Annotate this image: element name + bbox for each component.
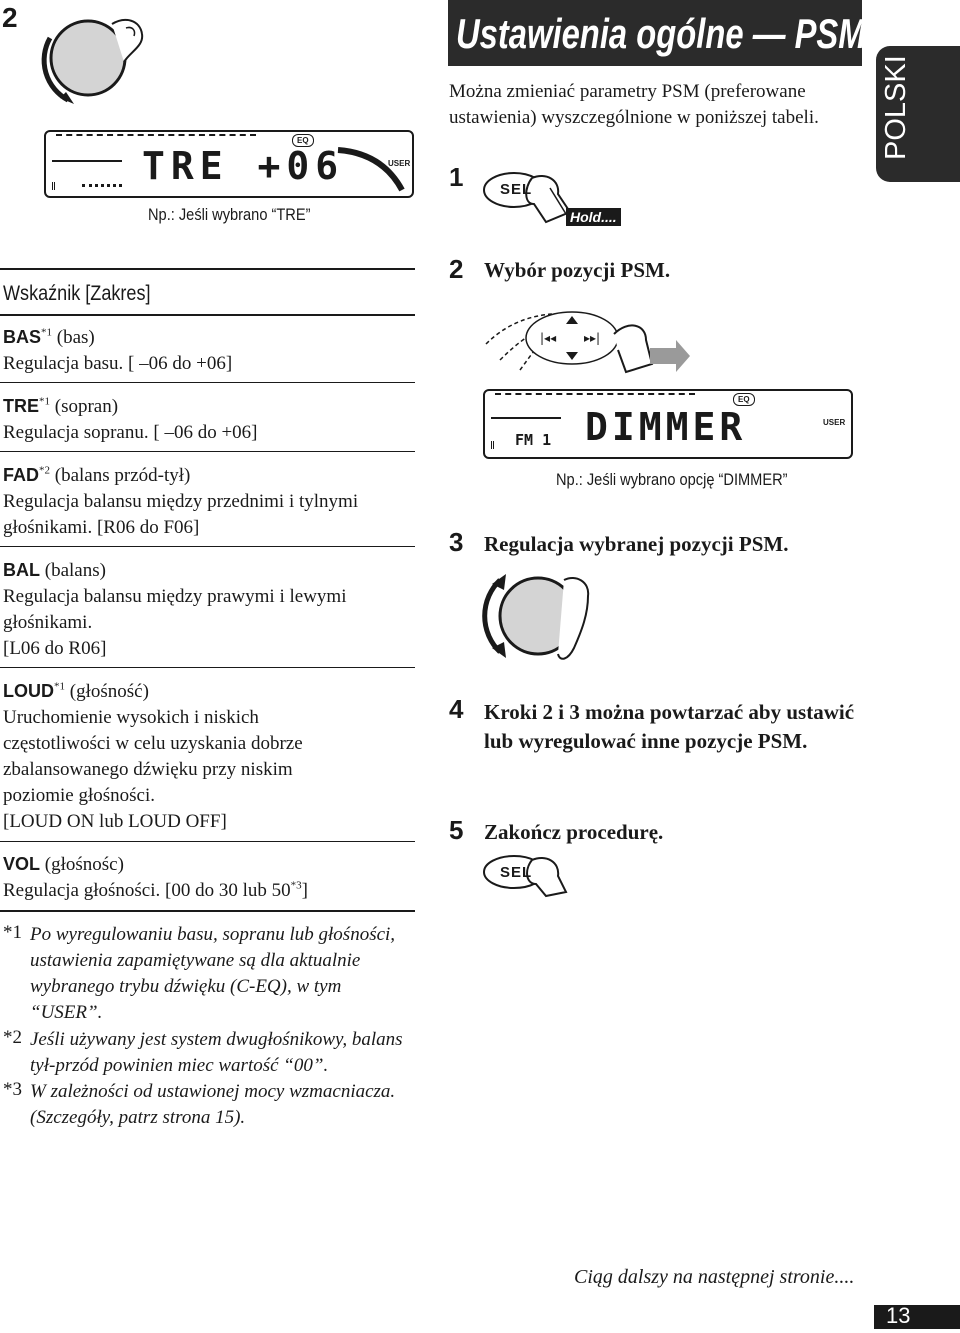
bal-description: Regulacja balansu między prawymi i lewymi głośnikami. (3, 586, 347, 633)
section-step-label: 2 (2, 2, 18, 33)
tre-description: Regulacja sopranu. [ –06 do +06] (3, 422, 258, 443)
step-1-number: 1 (449, 162, 464, 192)
row-divider (0, 667, 415, 668)
lcd-source: FM 1 (515, 431, 552, 449)
page-title: Ustawienia ogólne — PSM (456, 10, 866, 57)
table-row-bal: BAL (balans) Regulacja balansu między prawymi i lewymi głośnikami. [L06 do R06] (3, 560, 347, 659)
seek-buttons-illustration (480, 300, 700, 380)
bas-description: Regulacja basu. [ –06 do +06] (3, 353, 233, 374)
step-4-text: Kroki 2 i 3 można powtarzać aby ustawić lub wyregulować inne pozycje PSM. (484, 700, 855, 753)
row-divider (0, 451, 415, 452)
step-2-text: Wybór pozycji PSM. (484, 258, 671, 282)
caption-dimmer-example: Np.: Jeśli wybrano opcję “DIMMER” (556, 470, 788, 489)
lcd-readout: DIMMER (585, 405, 747, 449)
hold-label: Hold.... (566, 208, 621, 226)
step-4-number: 4 (449, 694, 464, 724)
eq-badge: EQ (733, 393, 755, 406)
keyword-loud: LOUD (3, 681, 54, 701)
fad-description: Regulacja balansu między przednimi i tylnymi głośnikami. [R06 do F06] (3, 491, 359, 538)
keyword-vol: VOL (3, 854, 41, 874)
lcd-display-dimmer (483, 389, 853, 459)
table-bottom-rule (0, 910, 415, 912)
caption-tre-example: Np.: Jeśli wybrano “TRE” (148, 205, 311, 224)
bal-range: [L06 do R06] (3, 638, 107, 659)
step-3-text: Regulacja wybranej pozycji PSM. (484, 532, 789, 556)
step-3-number: 3 (449, 527, 464, 557)
table-header-rule (0, 314, 415, 316)
table-row-fad: FAD$^{*2}$ (balans przód-tył) Regulacja balansu między przednimi i tylnymi głośnikami. [R06 do F06] (3, 464, 359, 538)
svg-text:▸▸|: ▸▸| (584, 331, 601, 345)
intro-text: Można zmieniać parametry PSM (preferowane ustawienia) wyszczególnione w poniższej tabeli. (449, 81, 819, 128)
lcd-readout: TRE +06 (142, 144, 345, 188)
sel-button-illustration (480, 848, 590, 898)
lcd-display-tre (44, 130, 414, 198)
control-knob-illustration (30, 8, 160, 118)
table-row-tre: TRE$^{*1}$ (sopran) Regulacja sopranu. [ –06 do +06] (3, 395, 258, 443)
sel-button-label: SEL (500, 181, 533, 198)
table-top-rule (0, 268, 415, 270)
footnote-3-mark: *3 (3, 1079, 22, 1100)
footnote-3-text: W zależności od ustawionej mocy wzmacniacza. (Szczegóły, patrz strona 15). (30, 1081, 396, 1128)
row-divider (0, 382, 415, 383)
row-divider (0, 546, 415, 547)
table-row-loud: LOUD$^{*1}$ (głośność) Uruchomienie wysokich i niskich częstotliwości w celu uzyskania dobrze zbalansowanego dźwięku przy niskim poziomie głośności. [LOUD ON lub LOUD OFF] (3, 678, 413, 835)
vol-description: Regulacja głośności. [00 do 30 lub 50 (3, 880, 291, 901)
keyword-tre: TRE (3, 396, 39, 416)
footnote-1-text: Po wyregulowaniu basu, sopranu lub głośności, ustawienia zapamiętywane są dla aktualnie wybranego trybu dźwięku (C-EQ), w tym “USER”. (30, 924, 396, 1023)
step-5-text: Zakończ procedurę. (484, 820, 664, 844)
table-row-bas: BAS$^{*1}$ (bas) Regulacja basu. [ –06 do +06] (3, 326, 233, 374)
loud-description: Uruchomienie wysokich i niskich częstotliwości w celu uzyskania dobrze zbalansowanego dźwięku przy niskim poziomie głośności. (3, 707, 303, 806)
loud-range: [LOUD ON lub LOUD OFF] (3, 811, 227, 832)
user-badge: USER (388, 159, 411, 168)
footnote-2-mark: *2 (3, 1027, 22, 1048)
continued-note: Ciąg dalszy na następnej stronie.... (574, 1266, 855, 1288)
row-divider (0, 841, 415, 842)
table-row-vol: VOL (głośnośc) Regulacja głośności. [00 do 30 lub 50$^{*3}$] (3, 854, 308, 901)
user-badge: USER (823, 418, 846, 427)
sel-button-label: SEL (500, 864, 533, 881)
table-header: Wskaźnik [Zakres] (3, 282, 151, 305)
footnote-2-text: Jeśli używany jest system dwugłośnikowy, balans tył-przód powinien miec wartość “00”. (30, 1029, 403, 1076)
control-knob-illustration (478, 560, 598, 670)
language-tab-label: POLSKI (880, 55, 912, 160)
keyword-bal: BAL (3, 560, 40, 580)
step-2-number: 2 (449, 254, 464, 284)
step-5-number: 5 (449, 815, 464, 845)
keyword-fad: FAD (3, 465, 39, 485)
eq-badge: EQ (292, 134, 314, 147)
svg-text:|◂◂: |◂◂ (540, 331, 557, 345)
page-number: 13 (886, 1303, 911, 1328)
footnote-1-mark: *1 (3, 922, 22, 943)
keyword-bas: BAS (3, 327, 42, 347)
